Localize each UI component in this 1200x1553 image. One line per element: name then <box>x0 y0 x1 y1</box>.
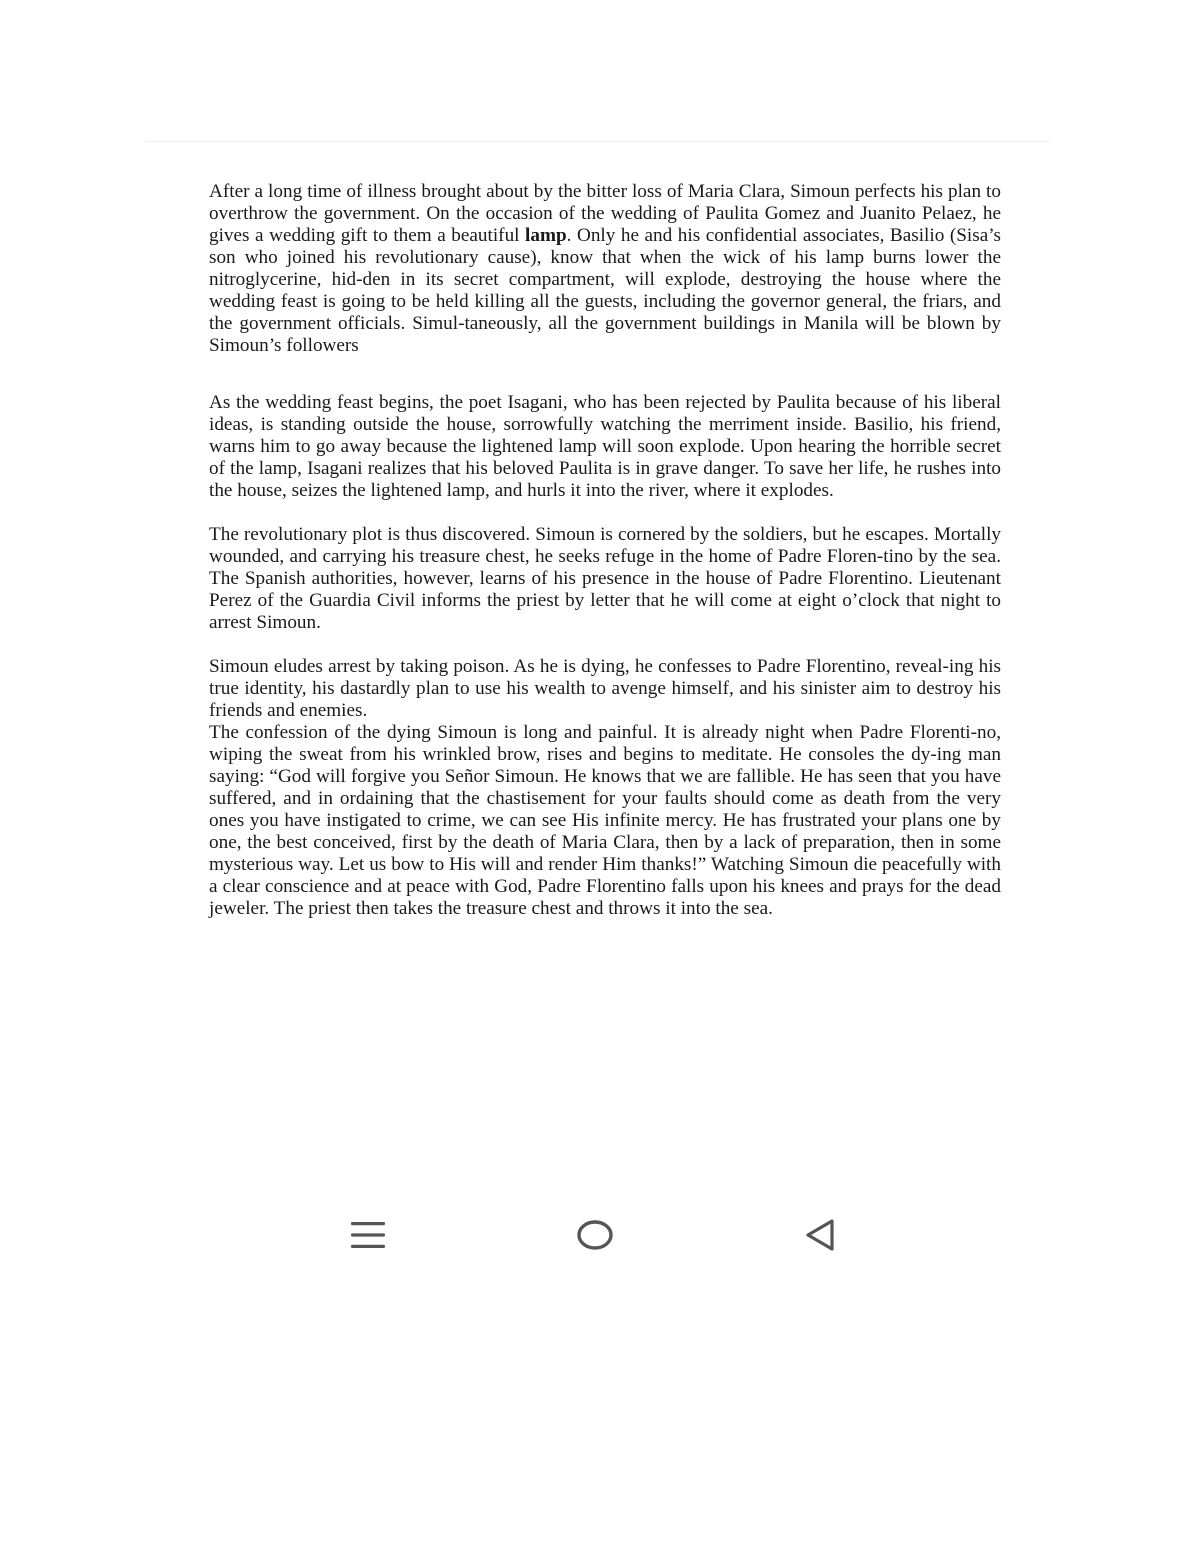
back-icon <box>802 1217 838 1253</box>
back-button[interactable] <box>797 1212 843 1258</box>
paragraph-4: Simoun eludes arrest by taking poison. As he is dying, he confesses to Padre Florentino, reveal-ing his true identity, his dastardly plan to use his wealth to avenge himself, and his sinister aim to destroy his friends and enemies. <box>209 656 1001 721</box>
paragraph-2: As the wedding feast begins, the poet Isagani, who has been rejected by Paulita because of his liberal ideas, is standing outside the house, sorrowfully watching the merriment inside. Basilio, his friend, warns him to go away because the lightened lamp will soon explode. Upon hearing the horrible secret of the lamp, Isagani realizes that his beloved Paulita is in grave danger. To save her life, he rushes into the house, seizes the lightened lamp, and hurls it into the river, where it explodes. <box>209 392 1001 501</box>
document-body <box>209 181 1001 920</box>
recents-icon <box>350 1220 386 1250</box>
paragraph-5: The confession of the dying Simoun is long and painful. It is already night when Padre Florenti-no, wiping the sweat from his wrinkled brow, rises and begins to meditate. He consoles the dy-ing man saying: “God will forgive you Señor Simoun. He knows that we are fallible. He has seen that you have suffered, and in ordaining that the chastisement for your faults should come as death from the very ones you have instigated to crime, we can see His infinite mercy. He has frustrated your plans one by one, the best conceived, first by the death of Maria Clara, then by a lack of preparation, then in some mysterious way. Let us bow to His will and render Him thanks!” Watching Simoun die peacefully with a clear conscience and at peace with God, Padre Florentino falls upon his knees and prays for the dead jeweler. The priest then takes the treasure chest and throws it into the sea. <box>209 722 1001 919</box>
paragraph-1 <box>209 181 1001 357</box>
navigation-bar <box>0 1200 1200 1270</box>
paragraph-3: The revolutionary plot is thus discovered. Simoun is cornered by the soldiers, but he escapes. Mortally wounded, and carrying his treasure chest, he seeks refuge in the home of Padre Floren-tino by the sea. The Spanish authorities, however, learns of his presence in the house of Padre Florentino. Lieutenant Perez of the Guardia Civil informs the priest by letter that he will come at eight o’clock that night to arrest Simoun. <box>209 524 1001 633</box>
paragraph-1-text-a: After a long time of illness brought about by the bitter loss of Maria Clara, Simoun perfects his plan to overthrow the government. On the occasion of the wedding of Paulita Gomez and Juanito Pelaez, he gives a wedding gift to them a beautiful <box>209 181 1001 246</box>
home-icon <box>575 1218 615 1252</box>
recents-button[interactable] <box>345 1212 391 1258</box>
paragraph-1-text-b: . Only he and his confidential associates, Basilio (Sisa’s son who joined his revolutionary cause), know that when the wick of his lamp burns lower the nitroglycerine, hid-den in its secret compartment, will explode, destroying the house where the wedding feast is going to be held killing all the guests, including the governor general, the friars, and the government officials. Simul-taneously, all the government buildings in Manila will be blown by Simoun’s followers <box>209 225 1002 356</box>
paragraph-1-bold-lamp: lamp <box>525 225 567 246</box>
page-top-divider <box>145 141 1050 142</box>
home-button[interactable] <box>572 1212 618 1258</box>
